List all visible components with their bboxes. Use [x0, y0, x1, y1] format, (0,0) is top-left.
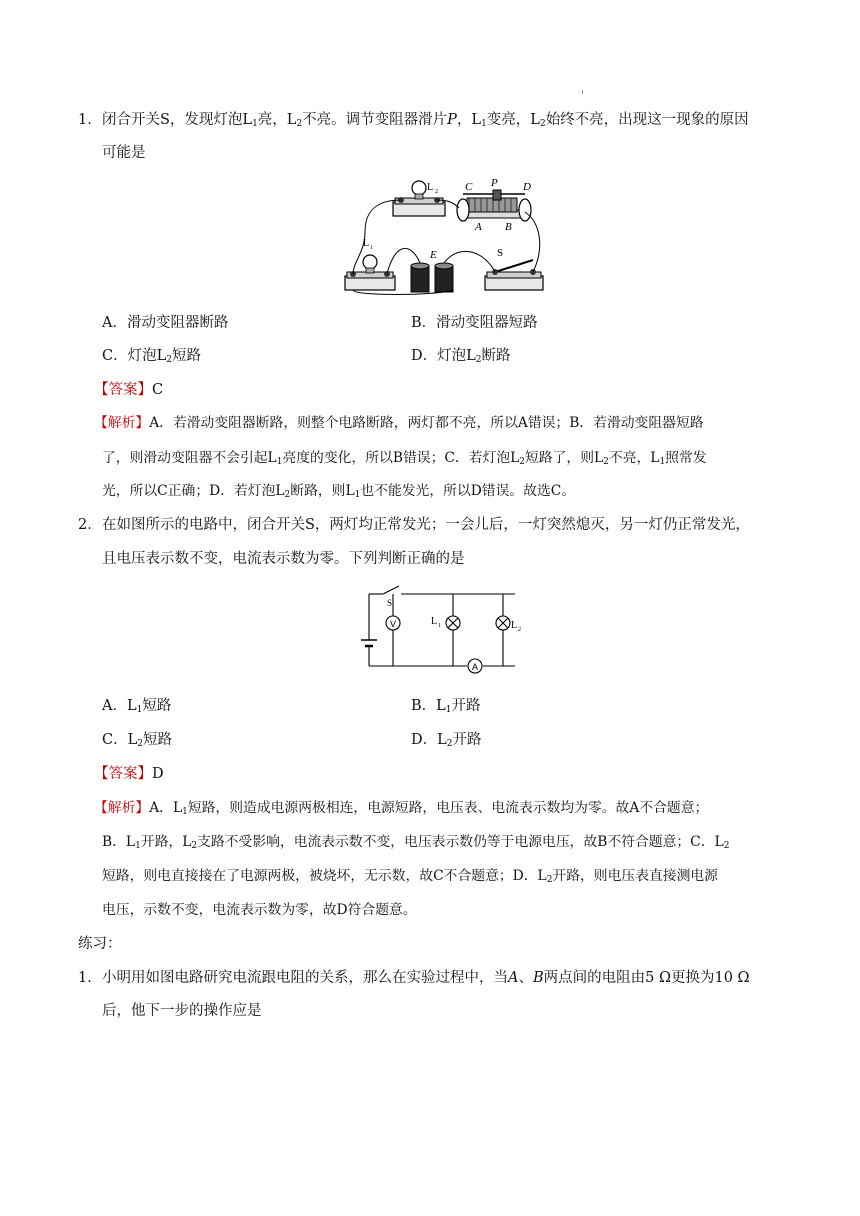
q2-analysis-line2: B．$L_1$开路，$L_2$支路不受影响，电流表示数不变，电压表示数仍等于电源电压，故B不符合题意；C．$L_2$ [102, 834, 730, 851]
q1-stem-line1: 1．闭合开关S，发现灯泡$L_1$亮，$L_2$不亮。调节变阻器滑片P，$L_1$变亮，$L_2$始终不亮，出现这一现象的原因 [78, 112, 749, 129]
q1-analysis-line3: 光，所以C正确；D．若灯泡$L_2$断路，则$L_1$也不能发光，所以D错误。故选C。 [102, 483, 576, 500]
q2-option-c: C．$L_2$短路 [102, 732, 172, 749]
practice-q1-line1: 1．小明用如图电路研究电流跟电阻的关系，那么在实验过程中，当A、B两点间的电阻由5 Ω更换为10 Ω [78, 970, 750, 986]
analysis-tag: 【解析】 [94, 415, 150, 431]
rheostat [457, 190, 531, 221]
q1-stem-line2: 可能是 [102, 145, 146, 161]
q2-option-b: B．$L_1$开路 [411, 698, 481, 715]
q1-option-a: A．滑动变阻器断路 [102, 315, 229, 331]
question-number: 1． [78, 970, 102, 986]
label-d: D [523, 181, 531, 193]
battery-e [411, 263, 453, 292]
q1-answer: 【答案】C [94, 382, 164, 398]
practice-q1-line2: 后，他下一步的操作应是 [102, 1003, 262, 1019]
q1-analysis-line2: 了，则滑动变阻器不会引起$L_1$亮度的变化，所以B错误；C．若灯泡$L_2$短路了，则$L_2$不亮，$L_1$照常发 [102, 450, 707, 467]
q2-answer: 【答案】D [94, 766, 164, 782]
label-e: E [430, 249, 437, 261]
q1-circuit-figure [335, 172, 550, 300]
switch-label: S [387, 598, 393, 608]
q2-stem-line2: 且电压表示数不变，电流表示数为零。下列判断正确的是 [102, 551, 465, 567]
label-c: C [465, 181, 473, 193]
svg-text:1: 1 [370, 245, 373, 251]
q2-option-d: D．$L_2$开路 [411, 732, 482, 749]
svg-text:1: 1 [438, 623, 441, 629]
practice-title: 练习： [78, 936, 122, 952]
q2-analysis-line3: 短路，则电直接接在了电源两极，被烧坏，无示数，故C不合题意；D．$L_2$开路，则电压表直接测电源 [102, 868, 718, 885]
answer-tag: 【答案】 [94, 382, 152, 398]
label-l1: L [431, 616, 438, 627]
label-l1: L [363, 238, 370, 249]
q2-circuit-figure [355, 584, 535, 680]
q2-analysis-line1: 【解析】A．$L_1$短路，则造成电源两极相连，电源短路，电压表、电流表示数均为零。故A不合题意； [94, 800, 709, 817]
question-number: 2． [78, 517, 102, 533]
voltmeter-label: V [390, 619, 397, 629]
question-number: 1． [78, 112, 102, 128]
answer-tag: 【答案】 [94, 766, 152, 782]
q1-option-b: B．滑动变阻器短路 [411, 315, 538, 331]
q2-stem-line1: 2．在如图所示的电路中，闭合开关S，两灯均正常发光；一会儿后，一灯突然熄灭，另一灯仍正常发光， [78, 517, 750, 533]
ammeter-label: A [472, 662, 479, 672]
analysis-tag: 【解析】 [94, 800, 150, 816]
svg-text:2: 2 [435, 189, 438, 195]
label-s: S [497, 247, 504, 259]
scan-mark [582, 90, 583, 94]
label-l2: L [511, 620, 518, 631]
lamp-l2 [393, 181, 445, 216]
svg-text:2: 2 [518, 627, 521, 633]
label-p: P [491, 177, 498, 189]
q2-analysis-line4: 电压，示数不变，电流表示数为零，故D符合题意。 [102, 902, 417, 918]
q2-option-a: A．$L_1$短路 [102, 698, 172, 715]
label-b: B [505, 221, 512, 233]
label-l2: L [427, 182, 434, 193]
switch-s [485, 260, 543, 290]
q1-option-d: D．灯泡$L_2$断路 [411, 348, 511, 365]
q1-option-c: C．灯泡$L_2$短路 [102, 348, 201, 365]
label-a: A [475, 221, 482, 233]
q1-analysis-line1: 【解析】A．若滑动变阻器断路，则整个电路断路，两灯都不亮，所以A错误；B．若滑动变阻器短路 [94, 415, 704, 431]
